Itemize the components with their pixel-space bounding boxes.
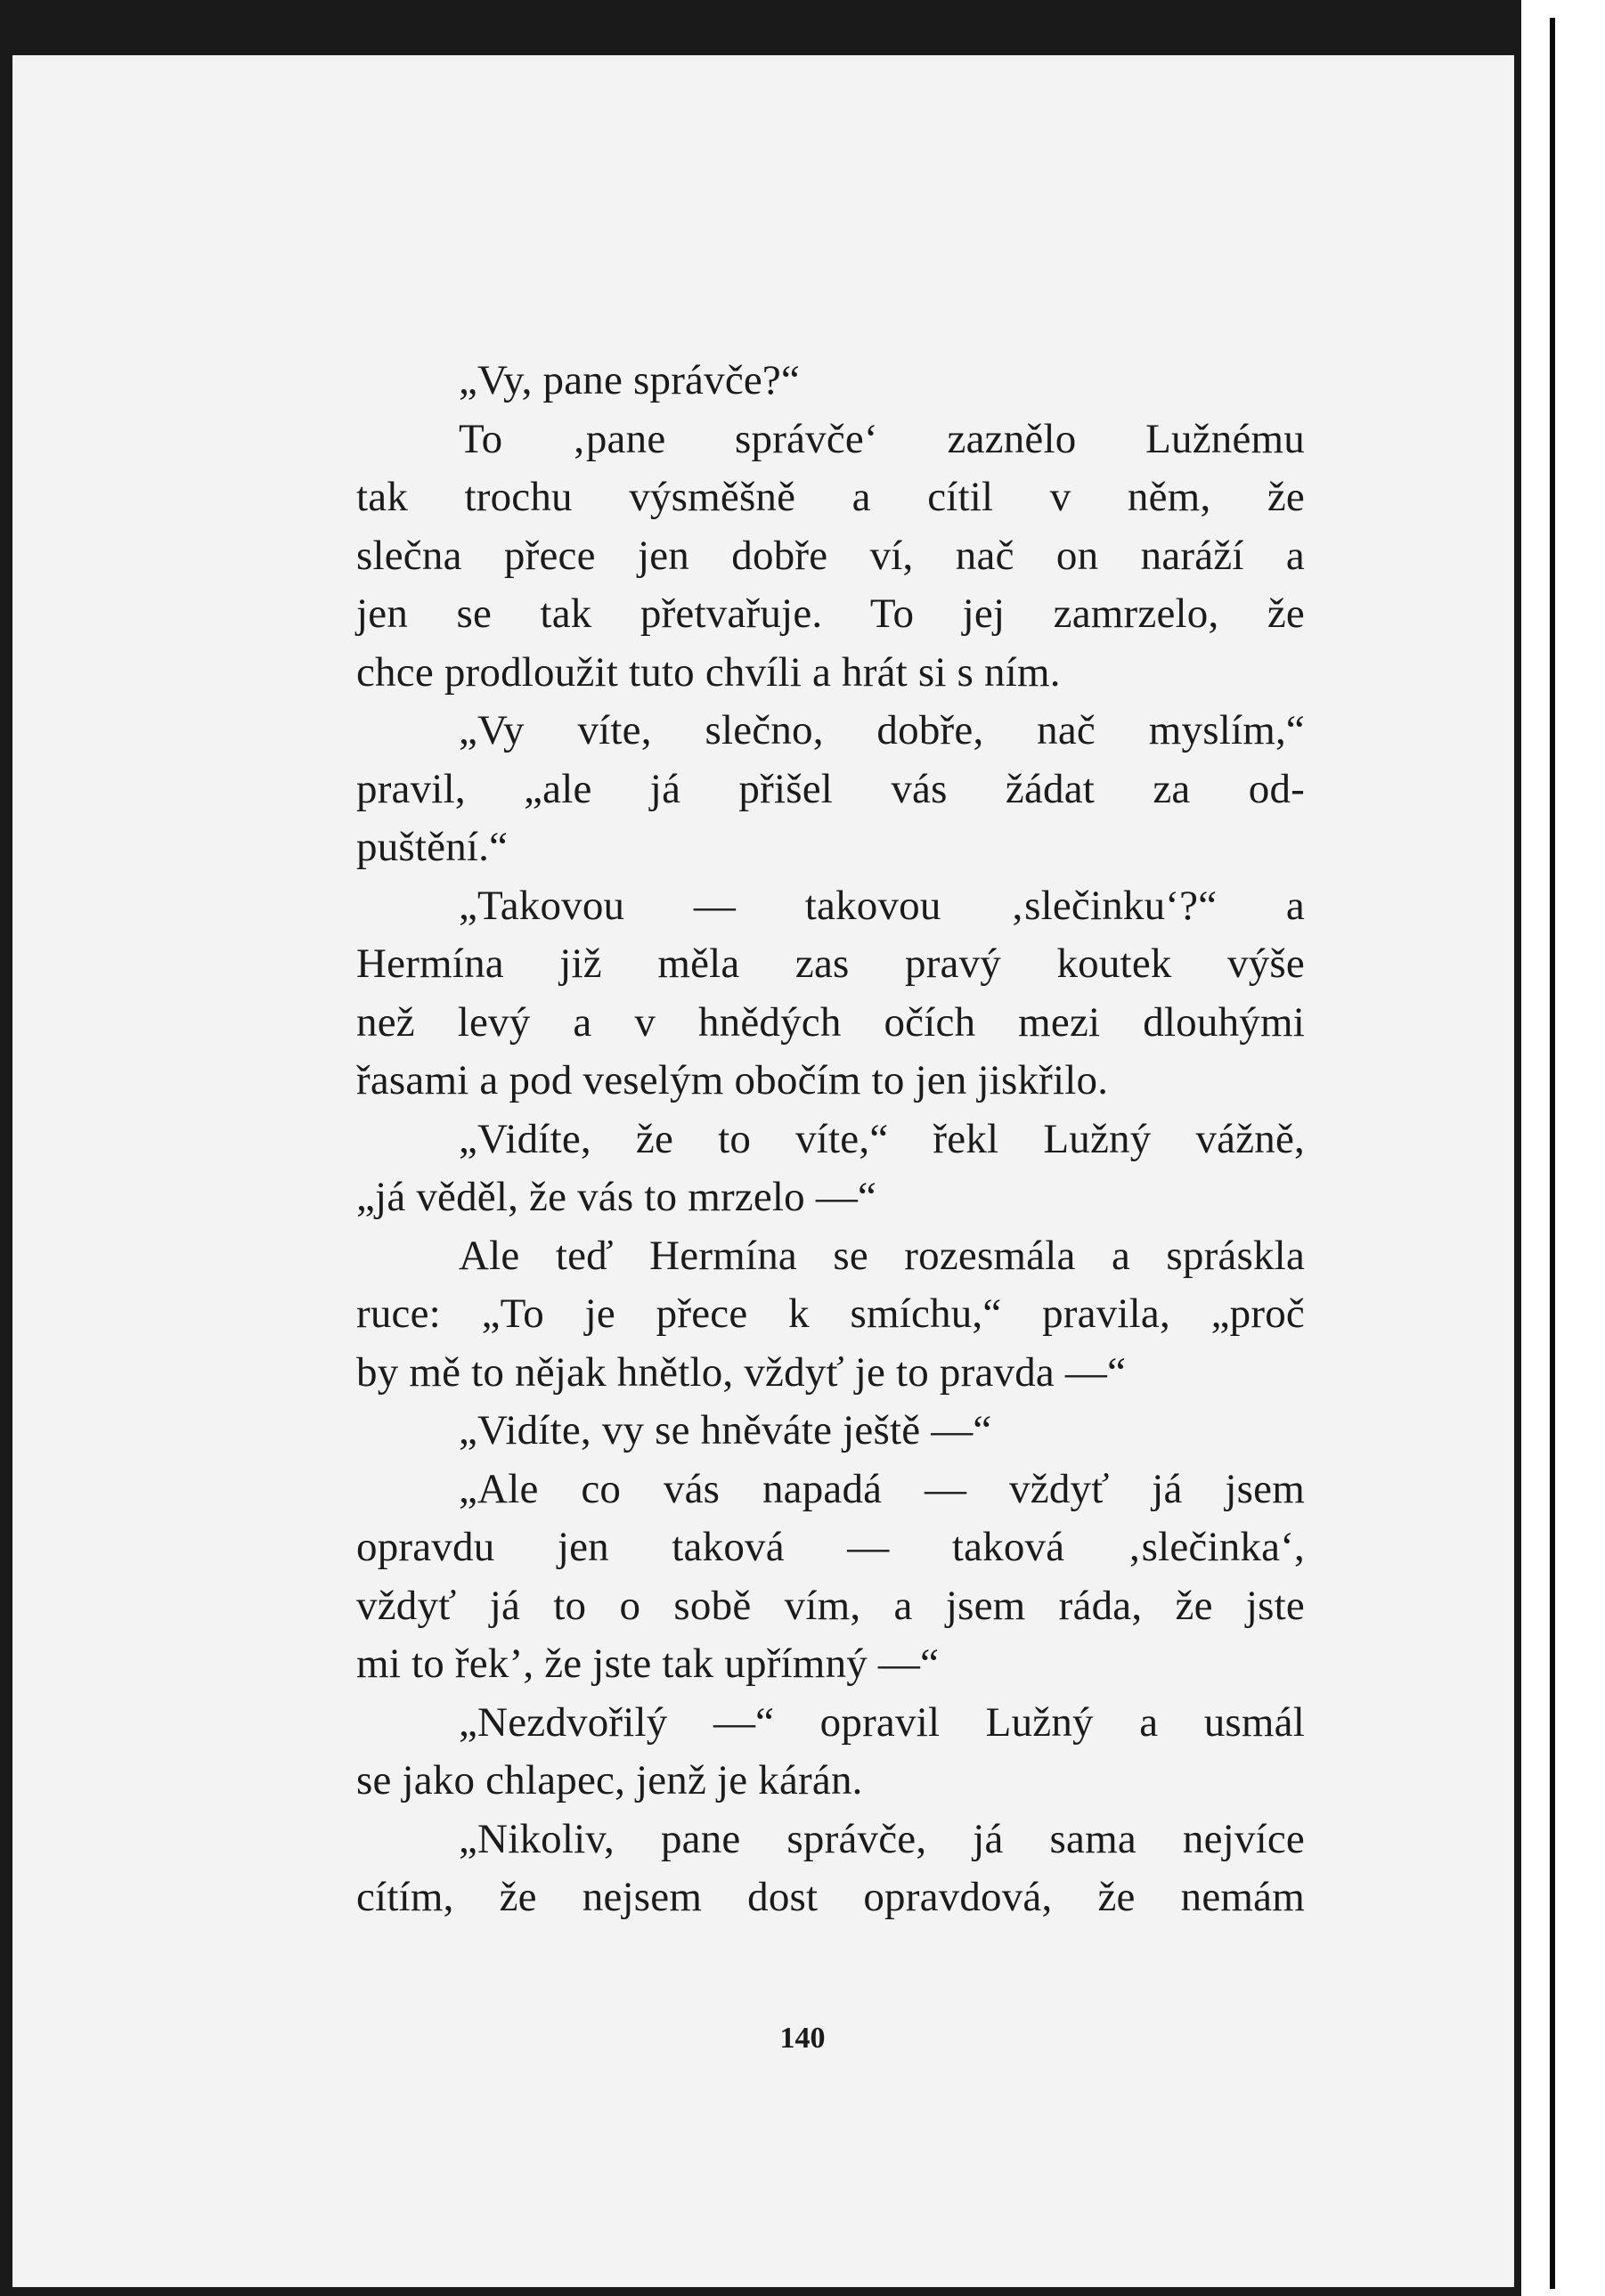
page-edge (1521, 0, 1605, 2296)
text-line: slečna přece jen dobře ví, nač on naráží a (356, 532, 1305, 579)
text-line: ruce: „To je přece k smíchu,“ pravila, „proč (356, 1290, 1305, 1337)
page-number: 140 (779, 2022, 826, 2055)
text-line: „Takovou — takovou ‚slečinku‘?“ a (459, 882, 1305, 929)
text-line: řasami a pod veselým obočím to jen jiskřilo. (356, 1057, 1109, 1103)
text-line: „Nikoliv, pane správče, já sama nejvíce (459, 1815, 1305, 1862)
text-line: tak trochu výsměšně a cítil v něm, že (356, 474, 1305, 520)
text-line: „já věděl, že vás to mrzelo —“ (356, 1174, 877, 1220)
text-line: cítím, že nejsem dost opravdová, že nemám (356, 1874, 1305, 1920)
text-line: než levý a v hnědých očích mezi dlouhými (356, 998, 1305, 1046)
text-line: „Ale co vás napadá — vždyť já jsem (459, 1465, 1305, 1512)
text-line: „Vidíte, že to víte,“ řekl Lužný vážně, (459, 1115, 1305, 1162)
text-line: jen se tak přetvařuje. To jej zamrzelo, že (356, 590, 1305, 637)
page-text (356, 352, 1305, 1927)
text-line: mi to řek’, že jste tak upřímný —“ (356, 1641, 940, 1687)
text-line: „Vy víte, slečno, dobře, nač myslím,“ (459, 707, 1305, 753)
text-line: Ale teď Hermína se rozesmála a spráskla (459, 1232, 1305, 1279)
text-line: „Nezdvořilý —“ opravil Lužný a usmál (459, 1698, 1305, 1746)
text-line: „Vidíte, vy se hněváte ještě —“ (459, 1407, 992, 1453)
text-line: se jako chlapec, jenž je kárán. (356, 1757, 863, 1803)
text-line: To ‚pane správče‘ zaznělo Lužnému (459, 415, 1305, 462)
text-line: „Vy, pane správče?“ (459, 357, 801, 403)
text-line: pravil, „ale já přišel vás žádat za od- (356, 765, 1305, 812)
text-line: Hermína již měla zas pravý koutek výše (356, 940, 1305, 987)
text-line: vždyť já to o sobě vím, a jsem ráda, že jste (356, 1582, 1305, 1629)
spine-shadow (1550, 18, 1555, 2289)
text-line: puštění.“ (356, 824, 509, 870)
text-line: by mě to nějak hnětlo, vždyť je to pravda —“ (356, 1348, 1127, 1396)
text-line: chce prodloužit tuto chvíli a hrát si s ním. (356, 648, 1061, 696)
text-line: opravdu jen taková — taková ‚slečinka‘, (356, 1524, 1305, 1570)
